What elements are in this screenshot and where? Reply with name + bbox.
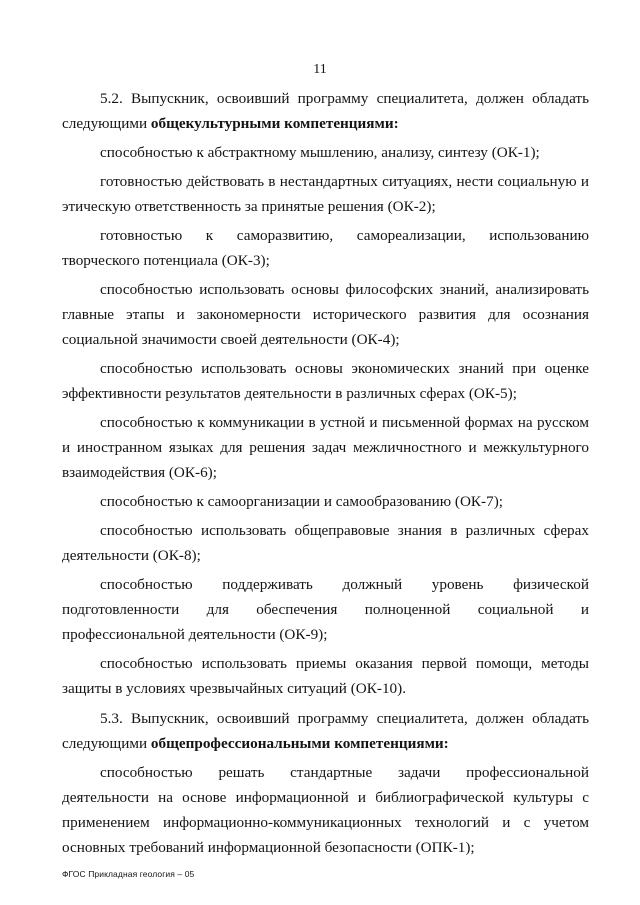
section-5-3-intro	[62, 706, 589, 756]
competency-ok-9: способностью поддерживать должный уровень физической подготовленности для обеспечения полноценной социальной и профессиональной деятельности (ОК-9);	[62, 576, 589, 643]
competency-ok-2: готовностью действовать в нестандартных ситуациях, нести социальную и этическую ответственность за принятые решения (ОК-2);	[62, 173, 589, 215]
competency-ok-1: способностью к абстрактному мышлению, анализу, синтезу (ОК-1);	[100, 144, 540, 161]
competency-ok-8: способностью использовать общеправовые знания в различных сферах деятельности (ОК-8);	[62, 522, 589, 564]
competency-ok-3: готовностью к саморазвитию, самореализации, использованию творческого потенциала (ОК-3);	[62, 227, 589, 269]
section-5-3-intro-bold: общепрофессиональными компетенциями:	[150, 735, 449, 752]
section-5-2-intro-bold: общекультурными компетенциями:	[150, 115, 399, 132]
competency-ok-6: способностью к коммуникации в устной и письменной формах на русском и иностранном языках для решения задач межличностного и межкультурного взаимодействия (ОК-6);	[62, 414, 589, 481]
competency-ok-5: способностью использовать основы экономических знаний при оценке эффективности результатов деятельности в различных сферах (ОК-5);	[62, 360, 589, 402]
competency-ok-10: способностью использовать приемы оказания первой помощи, методы защиты в условиях чрезвычайных ситуаций (ОК-10).	[62, 655, 589, 697]
section-5-2-intro-text: 5.2. Выпускник, освоивший программу специалитета, должен обладать следующими	[62, 90, 589, 132]
section-5-2-intro	[62, 86, 589, 136]
competency-ok-4: способностью использовать основы философских знаний, анализировать главные этапы и закономерности исторического развития для осознания социальной значимости своей деятельности (ОК-4);	[62, 281, 589, 348]
competency-ok-7: способностью к самоорганизации и самообразованию (ОК-7);	[100, 493, 503, 510]
document-body	[62, 86, 589, 860]
section-5-3-intro-text: 5.3. Выпускник, освоивший программу специалитета, должен обладать следующими	[62, 710, 589, 752]
footer: ФГОС Прикладная геология – 05	[62, 869, 195, 879]
page-number: 11	[313, 62, 327, 77]
competency-opk-1: способностью решать стандартные задачи профессиональной деятельности на основе информационной и библиографической культуры с применением информационно-коммуникационных технологий и с учетом основных требований информационной безопасности (ОПК-1);	[62, 764, 589, 856]
